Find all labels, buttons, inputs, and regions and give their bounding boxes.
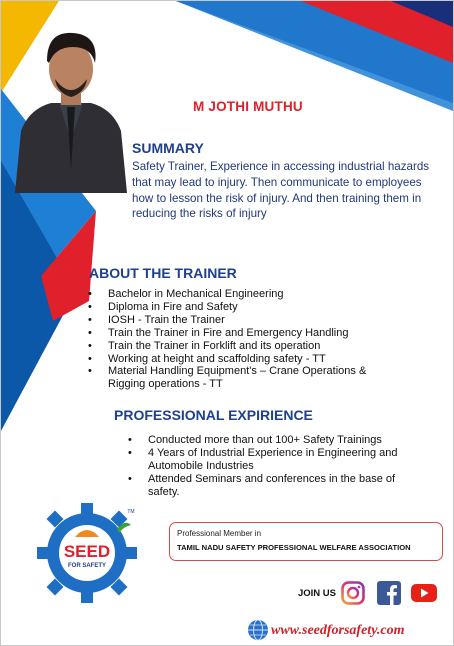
membership-label: Professional Member in bbox=[177, 529, 262, 538]
logo-brand-text: SEED bbox=[63, 542, 111, 561]
about-heading: ABOUT THE TRAINER bbox=[89, 265, 237, 281]
website-link[interactable]: www.seedforsafety.com bbox=[271, 623, 405, 638]
about-list bbox=[88, 288, 418, 391]
summary-heading: SUMMARY bbox=[132, 140, 204, 156]
membership-box bbox=[169, 522, 443, 561]
experience-item: • Attended Seminars and conferences in the base of safety. bbox=[128, 473, 403, 499]
experience-list bbox=[128, 434, 403, 499]
about-item: • Train the Trainer in Forklift and its operation bbox=[88, 340, 418, 353]
instagram-icon[interactable] bbox=[341, 581, 365, 605]
globe-icon bbox=[247, 619, 269, 641]
logo-tagline-text: FOR SAFETY bbox=[67, 563, 107, 569]
about-item: • Diploma in Fire and Safety bbox=[88, 301, 418, 314]
about-item: • Train the Trainer in Fire and Emergency Handling bbox=[88, 327, 418, 340]
seed-for-safety-logo bbox=[35, 499, 139, 603]
about-item: • IOSH - Train the Trainer bbox=[88, 314, 418, 327]
facebook-icon[interactable] bbox=[377, 581, 401, 605]
experience-heading: PROFESSIONAL EXPIRIENCE bbox=[114, 407, 313, 423]
experience-item: • Conducted more than out 100+ Safety Trainings bbox=[128, 434, 403, 447]
trainer-photo bbox=[15, 21, 127, 193]
about-item: • Working at height and scaffolding safety - TT bbox=[88, 353, 418, 366]
summary-text: Safety Trainer, Experience in accessing industrial hazards that may lead to injury. Then communicate to employees how to lesson the risk of injury. And then training them in reducing the risks of injury bbox=[132, 160, 430, 221]
trainer-name: M JOTHI MUTHU bbox=[193, 99, 303, 114]
join-us-label: JOIN US bbox=[298, 588, 337, 599]
about-item: • Material Handling Equipment's – Crane Operations & Rigging operations - TT bbox=[88, 365, 398, 391]
experience-item: • 4 Years of Industrial Experience in Engineering and Automobile Industries bbox=[128, 447, 403, 473]
logo-tm-text: TM bbox=[127, 509, 135, 515]
youtube-icon[interactable] bbox=[411, 581, 437, 605]
membership-org: TAMIL NADU SAFETY PROFESSIONAL WELFARE ASSOCIATION bbox=[177, 543, 411, 552]
about-item: • Bachelor in Mechanical Engineering bbox=[88, 288, 418, 301]
